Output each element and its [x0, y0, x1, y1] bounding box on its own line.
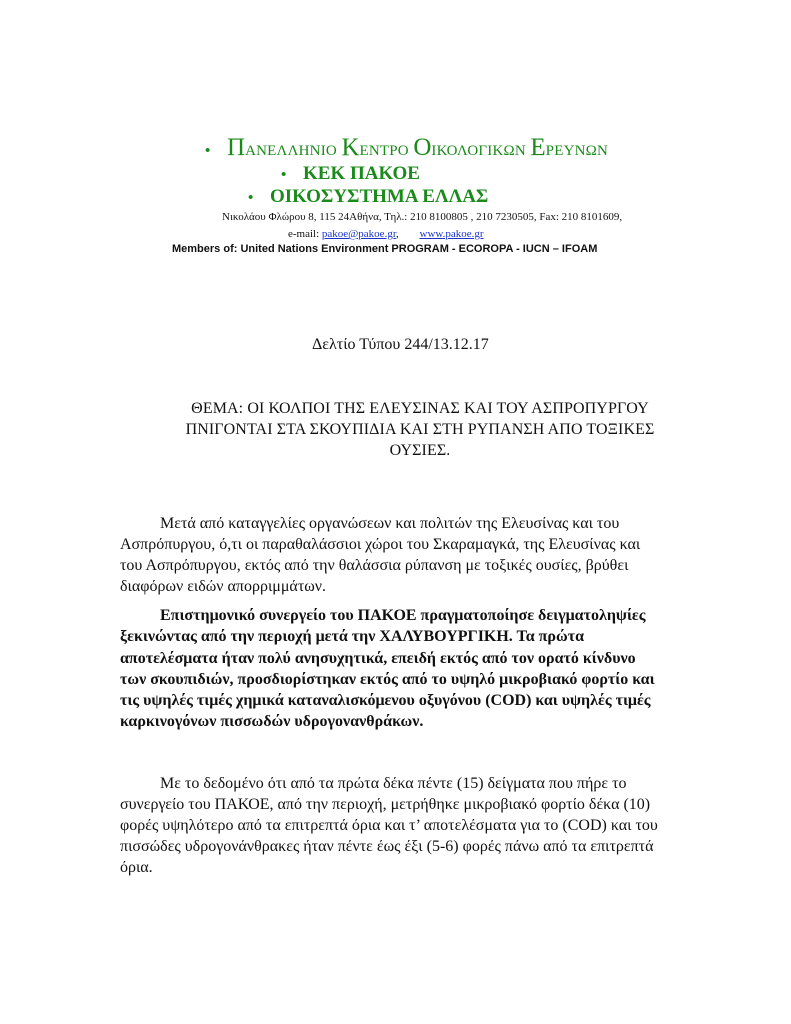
kek-pakoe-label: ΚΕΚ ΠΑΚΟΕ: [303, 163, 420, 184]
bullet-icon: •: [248, 190, 254, 206]
subject-heading: ΘΕΜΑ: ΟΙ ΚΟΛΠΟΙ ΤΗΣ ΕΛΕΥΣΙΝΑΣ ΚΑΙ ΤΟΥ ΑΣΠΡΟΠΥΡΓΟΥ ΠΝΙΓΟΝΤΑΙ ΣΤΑ ΣΚΟΥΠΙΔΙΑ ΚΑΙ ΣΤΗ ΡΥΠΑΝΣΗ ΑΠΟ ΤΟΞΙΚΕΣ ΟΥΣΙΕΣ.: [185, 400, 655, 459]
org-name-line: [205, 134, 608, 162]
bullet-icon: •: [205, 143, 211, 159]
oikosystima-label: ΟΙΚΟΣΥΣΤΗΜΑ ΕΛΛΑΣ: [270, 186, 489, 207]
members-line: Members of: United Nations Environment PROGRAM - ECOROPA - IUCN – IFOAM: [172, 243, 598, 255]
oikosystima-line: [248, 186, 488, 208]
contact-address: Νικολάου Φλώρου 8, 115 24Αθήνα, Τηλ.: 210 8100805 , 210 7230505, Fax: 210 8101609,: [222, 211, 623, 223]
org-name: [227, 134, 608, 162]
org-name-initial: Π: [227, 134, 246, 161]
org-name-initial: Κ: [341, 134, 360, 161]
org-name-initial: Ο: [413, 134, 432, 161]
website-link[interactable]: www.pakoe.gr: [419, 228, 484, 240]
body-paragraph-3: Με το δεδομένο ότι από τα πρώτα δέκα πέντε (15) δείγματα που πήρε το συνεργείο του ΠΑΚΟΕ, από την περιοχή, μετρήθηκε μικροβιακό φορτίο δέκα (10) φορές υψηλότερο από τα επιτρεπτά όρια και τ’ αποτελέσματα για το (COD) και του πισσώδες υδρογονάνθρακες ήταν πέντε έως έξι (5-6) φορές πάνω από τα επιτρεπτά όρια.: [120, 775, 658, 876]
body-paragraph-2: Επιστημονικό συνεργείο του ΠΑΚΟΕ πραγματοποίησε δειγματοληψίες ξεκινώντας από την περιοχή μετά την ΧΑΛΥΒΟΥΡΓΙΚΗ. Τα πρώτα αποτελέσματα ήταν πολύ ανησυχητικά, επειδή εκτός από τον ορατό κίνδυνο των σκουπιδιών, προσδιορίστηκαν εκτός από το υψηλό μικροβιακό φορτίο και τις υψηλές τιμές χημικά καταναλισκόμενου οξυγόνου (COD) και υψηλές τιμές καρκινογόνων πισσωδών υδρογονανθράκων.: [120, 607, 655, 731]
org-name-word: ΡΕΥΝΩΝ: [545, 143, 609, 159]
email-suffix: ,: [396, 228, 399, 240]
email-prefix: e-mail:: [288, 228, 320, 240]
org-name-word: ΙΚΟΛΟΓΙΚΩΝ: [431, 143, 526, 159]
org-name-word: ΑΝΕΛΛΗΝΙΟ: [245, 143, 337, 159]
contact-email-web: [288, 228, 484, 240]
org-name-word: ΕΝΤΡΟ: [359, 143, 409, 159]
email-link[interactable]: pakoe@pakoe.gr: [321, 228, 397, 240]
body-paragraph-1: Μετά από καταγγελίες οργανώσεων και πολιτών της Ελευσίνας και του Ασπρόπυργου, ό,τι οι παραθαλάσσιοι χώροι του Σκαραμαγκά, της Ελευσίνας και του Ασπρόπυργου, εκτός από την θαλάσσια ρύπανση με τοξικές ουσίες, βρύθει διαφόρων ειδών απορριμμάτων.: [120, 515, 641, 595]
bullet-icon: •: [281, 167, 287, 183]
kek-pakoe-line: [281, 163, 420, 185]
org-name-initial: Ε: [530, 134, 546, 161]
press-release-title: Δελτίο Τύπου 244/13.12.17: [312, 336, 489, 353]
